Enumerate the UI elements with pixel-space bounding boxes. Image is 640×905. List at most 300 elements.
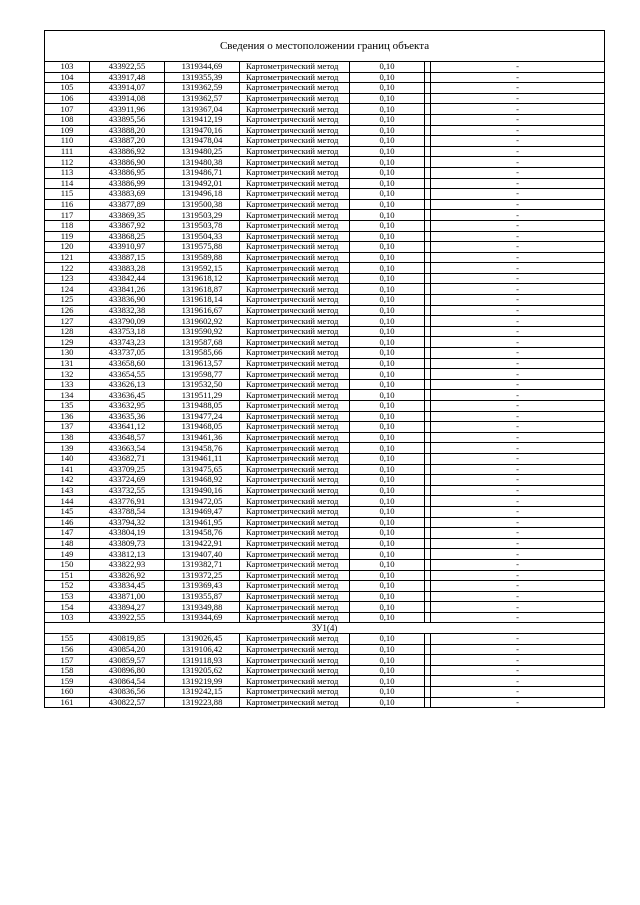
accuracy: 0,10	[350, 443, 425, 454]
table-row	[45, 475, 605, 486]
description: -	[431, 665, 605, 676]
coordinate-x: 433886,95	[90, 167, 165, 178]
method: Картометрический метод	[240, 401, 350, 412]
point-number: 137	[45, 422, 90, 433]
table-row	[45, 104, 605, 115]
accuracy: 0,10	[350, 401, 425, 412]
point-number: 154	[45, 602, 90, 613]
point-number: 153	[45, 591, 90, 602]
point-number: 147	[45, 528, 90, 539]
method: Картометрический метод	[240, 538, 350, 549]
accuracy: 0,10	[350, 263, 425, 274]
method: Картометрический метод	[240, 136, 350, 147]
table-row	[45, 390, 605, 401]
description: -	[431, 284, 605, 295]
coordinate-y: 1319475,65	[165, 464, 240, 475]
coordinate-x: 433867,92	[90, 220, 165, 231]
section-label: ЗУ1(4)	[45, 623, 605, 634]
table-row	[45, 485, 605, 496]
coordinate-y: 1319242,15	[165, 687, 240, 698]
description: -	[431, 136, 605, 147]
method: Картометрический метод	[240, 602, 350, 613]
method: Картометрический метод	[240, 697, 350, 708]
accuracy: 0,10	[350, 242, 425, 253]
coordinate-y: 1319602,92	[165, 316, 240, 327]
table-row	[45, 146, 605, 157]
table-row	[45, 570, 605, 581]
table-row	[45, 358, 605, 369]
coordinate-y: 1319372,25	[165, 570, 240, 581]
table-row	[45, 252, 605, 263]
coordinate-y: 1319382,71	[165, 559, 240, 570]
method: Картометрический метод	[240, 295, 350, 306]
table-row	[45, 665, 605, 676]
point-number: 148	[45, 538, 90, 549]
description: -	[431, 496, 605, 507]
point-number: 109	[45, 125, 90, 136]
description: -	[431, 464, 605, 475]
method: Картометрический метод	[240, 676, 350, 687]
coordinate-x: 433790,09	[90, 316, 165, 327]
coordinate-x: 430864,54	[90, 676, 165, 687]
accuracy: 0,10	[350, 326, 425, 337]
coordinate-x: 433886,92	[90, 146, 165, 157]
point-number: 159	[45, 676, 90, 687]
accuracy: 0,10	[350, 146, 425, 157]
method: Картометрический метод	[240, 687, 350, 698]
accuracy: 0,10	[350, 559, 425, 570]
coordinate-x: 433894,27	[90, 602, 165, 613]
coordinate-y: 1319219,99	[165, 676, 240, 687]
method: Картометрический метод	[240, 316, 350, 327]
accuracy: 0,10	[350, 295, 425, 306]
accuracy: 0,10	[350, 644, 425, 655]
description: -	[431, 422, 605, 433]
coordinate-x: 433895,56	[90, 114, 165, 125]
method: Картометрический метод	[240, 379, 350, 390]
method: Картометрический метод	[240, 453, 350, 464]
description: -	[431, 167, 605, 178]
coordinate-y: 1319407,40	[165, 549, 240, 560]
method: Картометрический метод	[240, 104, 350, 115]
description: -	[431, 591, 605, 602]
table-row	[45, 443, 605, 454]
accuracy: 0,10	[350, 178, 425, 189]
coordinate-x: 433812,13	[90, 549, 165, 560]
accuracy: 0,10	[350, 485, 425, 496]
coordinate-x: 433788,54	[90, 506, 165, 517]
coordinate-x: 430836,56	[90, 687, 165, 698]
accuracy: 0,10	[350, 676, 425, 687]
method: Картометрический метод	[240, 337, 350, 348]
description: -	[431, 104, 605, 115]
coordinate-x: 433826,92	[90, 570, 165, 581]
accuracy: 0,10	[350, 337, 425, 348]
table-row	[45, 231, 605, 242]
method: Картометрический метод	[240, 475, 350, 486]
coordinate-y: 1319488,05	[165, 401, 240, 412]
coordinate-x: 430859,57	[90, 655, 165, 666]
accuracy: 0,10	[350, 506, 425, 517]
coordinate-x: 433914,08	[90, 93, 165, 104]
point-number: 129	[45, 337, 90, 348]
table-row	[45, 687, 605, 698]
coordinate-x: 433626,13	[90, 379, 165, 390]
description: -	[431, 273, 605, 284]
table-row	[45, 72, 605, 83]
method: Картометрический метод	[240, 549, 350, 560]
point-number: 122	[45, 263, 90, 274]
accuracy: 0,10	[350, 348, 425, 359]
coordinate-y: 1319480,38	[165, 157, 240, 168]
coordinate-y: 1319344,69	[165, 612, 240, 623]
coordinate-y: 1319468,05	[165, 422, 240, 433]
accuracy: 0,10	[350, 687, 425, 698]
table-row	[45, 453, 605, 464]
coordinate-y: 1319355,87	[165, 591, 240, 602]
coordinate-y: 1319575,88	[165, 242, 240, 253]
accuracy: 0,10	[350, 252, 425, 263]
accuracy: 0,10	[350, 93, 425, 104]
coordinate-y: 1319503,78	[165, 220, 240, 231]
description: -	[431, 612, 605, 623]
coordinate-x: 433917,48	[90, 72, 165, 83]
accuracy: 0,10	[350, 634, 425, 645]
point-number: 124	[45, 284, 90, 295]
accuracy: 0,10	[350, 517, 425, 528]
table-row	[45, 676, 605, 687]
coordinate-x: 433911,96	[90, 104, 165, 115]
method: Картометрический метод	[240, 348, 350, 359]
point-number: 157	[45, 655, 90, 666]
point-number: 121	[45, 252, 90, 263]
coordinate-y: 1319486,71	[165, 167, 240, 178]
description: -	[431, 326, 605, 337]
point-number: 135	[45, 401, 90, 412]
table-row	[45, 528, 605, 539]
description: -	[431, 178, 605, 189]
method: Картометрический метод	[240, 305, 350, 316]
point-number: 145	[45, 506, 90, 517]
accuracy: 0,10	[350, 697, 425, 708]
coordinate-y: 1319616,67	[165, 305, 240, 316]
table-row	[45, 337, 605, 348]
table-row	[45, 93, 605, 104]
description: -	[431, 125, 605, 136]
description: -	[431, 432, 605, 443]
table-row	[45, 114, 605, 125]
table-row	[45, 591, 605, 602]
table-row	[45, 157, 605, 168]
table-row	[45, 432, 605, 443]
coordinate-x: 433868,25	[90, 231, 165, 242]
method: Картометрический метод	[240, 612, 350, 623]
table-row	[45, 506, 605, 517]
point-number: 117	[45, 210, 90, 221]
method: Картометрический метод	[240, 199, 350, 210]
accuracy: 0,10	[350, 602, 425, 613]
point-number: 127	[45, 316, 90, 327]
point-number: 128	[45, 326, 90, 337]
coordinate-y: 1319496,18	[165, 189, 240, 200]
method: Картометрический метод	[240, 655, 350, 666]
point-number: 133	[45, 379, 90, 390]
description: -	[431, 559, 605, 570]
coordinate-y: 1319422,91	[165, 538, 240, 549]
coordinate-x: 433922,55	[90, 62, 165, 73]
coordinate-y: 1319503,29	[165, 210, 240, 221]
table-row	[45, 422, 605, 433]
method: Картометрический метод	[240, 591, 350, 602]
method: Картометрический метод	[240, 263, 350, 274]
point-number: 151	[45, 570, 90, 581]
description: -	[431, 189, 605, 200]
point-number: 107	[45, 104, 90, 115]
description: -	[431, 316, 605, 327]
method: Картометрический метод	[240, 284, 350, 295]
point-number: 123	[45, 273, 90, 284]
table-row	[45, 559, 605, 570]
accuracy: 0,10	[350, 475, 425, 486]
description: -	[431, 358, 605, 369]
accuracy: 0,10	[350, 665, 425, 676]
method: Картометрический метод	[240, 422, 350, 433]
accuracy: 0,10	[350, 581, 425, 592]
coordinate-y: 1319412,19	[165, 114, 240, 125]
point-number: 106	[45, 93, 90, 104]
point-number: 119	[45, 231, 90, 242]
description: -	[431, 401, 605, 412]
point-number: 149	[45, 549, 90, 560]
method: Картометрический метод	[240, 485, 350, 496]
table-row	[45, 125, 605, 136]
coordinate-y: 1319355,39	[165, 72, 240, 83]
method: Картометрический метод	[240, 146, 350, 157]
method: Картометрический метод	[240, 167, 350, 178]
coordinate-y: 1319590,92	[165, 326, 240, 337]
method: Картометрический метод	[240, 390, 350, 401]
description: -	[431, 83, 605, 94]
coordinate-x: 433871,00	[90, 591, 165, 602]
coordinate-x: 433632,95	[90, 401, 165, 412]
method: Картометрический метод	[240, 252, 350, 263]
description: -	[431, 528, 605, 539]
point-number: 110	[45, 136, 90, 147]
accuracy: 0,10	[350, 496, 425, 507]
description: -	[431, 305, 605, 316]
description: -	[431, 644, 605, 655]
table-row	[45, 210, 605, 221]
coordinate-x: 433914,07	[90, 83, 165, 94]
description: -	[431, 506, 605, 517]
coordinate-y: 1319369,43	[165, 581, 240, 592]
point-number: 126	[45, 305, 90, 316]
accuracy: 0,10	[350, 432, 425, 443]
coordinate-x: 433883,28	[90, 263, 165, 274]
table-row	[45, 348, 605, 359]
table-row	[45, 62, 605, 73]
table-row	[45, 263, 605, 274]
method: Картометрический метод	[240, 93, 350, 104]
accuracy: 0,10	[350, 390, 425, 401]
coordinate-x: 433834,45	[90, 581, 165, 592]
description: -	[431, 337, 605, 348]
accuracy: 0,10	[350, 284, 425, 295]
table-row	[45, 379, 605, 390]
method: Картометрический метод	[240, 220, 350, 231]
coordinate-x: 433887,15	[90, 252, 165, 263]
point-number: 116	[45, 199, 90, 210]
method: Картометрический метод	[240, 528, 350, 539]
method: Картометрический метод	[240, 665, 350, 676]
table-row	[45, 612, 605, 623]
description: -	[431, 146, 605, 157]
point-number: 156	[45, 644, 90, 655]
coordinate-y: 1319511,29	[165, 390, 240, 401]
description: -	[431, 210, 605, 221]
coordinate-x: 433663,54	[90, 443, 165, 454]
method: Картометрический метод	[240, 62, 350, 73]
coordinate-x: 433842,44	[90, 273, 165, 284]
method: Картометрический метод	[240, 464, 350, 475]
accuracy: 0,10	[350, 612, 425, 623]
method: Картометрический метод	[240, 570, 350, 581]
method: Картометрический метод	[240, 157, 350, 168]
method: Картометрический метод	[240, 559, 350, 570]
boundary-table	[44, 30, 605, 708]
point-number: 140	[45, 453, 90, 464]
coordinate-y: 1319587,68	[165, 337, 240, 348]
point-number: 112	[45, 157, 90, 168]
title-row	[45, 31, 605, 62]
table-row	[45, 602, 605, 613]
method: Картометрический метод	[240, 411, 350, 422]
description: -	[431, 72, 605, 83]
table-row	[45, 242, 605, 253]
point-number: 158	[45, 665, 90, 676]
description: -	[431, 475, 605, 486]
table-row	[45, 326, 605, 337]
coordinate-x: 433822,93	[90, 559, 165, 570]
coordinate-y: 1319613,57	[165, 358, 240, 369]
accuracy: 0,10	[350, 189, 425, 200]
coordinate-y: 1319461,36	[165, 432, 240, 443]
description: -	[431, 697, 605, 708]
coordinate-x: 433635,36	[90, 411, 165, 422]
point-number: 108	[45, 114, 90, 125]
accuracy: 0,10	[350, 136, 425, 147]
accuracy: 0,10	[350, 305, 425, 316]
coordinate-y: 1319532,50	[165, 379, 240, 390]
coordinate-y: 1319589,88	[165, 252, 240, 263]
point-number: 125	[45, 295, 90, 306]
coordinate-y: 1319478,04	[165, 136, 240, 147]
method: Картометрический метод	[240, 273, 350, 284]
accuracy: 0,10	[350, 273, 425, 284]
method: Картометрический метод	[240, 189, 350, 200]
method: Картометрический метод	[240, 231, 350, 242]
coordinate-x: 430896,80	[90, 665, 165, 676]
table-row	[45, 189, 605, 200]
point-number: 160	[45, 687, 90, 698]
coordinate-y: 1319477,24	[165, 411, 240, 422]
description: -	[431, 443, 605, 454]
method: Картометрический метод	[240, 517, 350, 528]
point-number: 134	[45, 390, 90, 401]
accuracy: 0,10	[350, 570, 425, 581]
coordinate-x: 433753,18	[90, 326, 165, 337]
coordinate-y: 1319349,88	[165, 602, 240, 613]
accuracy: 0,10	[350, 369, 425, 380]
coordinate-x: 433877,89	[90, 199, 165, 210]
point-number: 120	[45, 242, 90, 253]
table-row	[45, 369, 605, 380]
coordinate-y: 1319106,42	[165, 644, 240, 655]
point-number: 103	[45, 62, 90, 73]
coordinate-y: 1319026,45	[165, 634, 240, 645]
table-row	[45, 655, 605, 666]
coordinate-y: 1319492,01	[165, 178, 240, 189]
description: -	[431, 485, 605, 496]
accuracy: 0,10	[350, 411, 425, 422]
section-header-row	[45, 623, 605, 634]
table-row	[45, 581, 605, 592]
method: Картометрический метод	[240, 72, 350, 83]
table-row	[45, 295, 605, 306]
accuracy: 0,10	[350, 358, 425, 369]
coordinate-x: 433832,38	[90, 305, 165, 316]
coordinate-x: 433887,20	[90, 136, 165, 147]
table-row	[45, 316, 605, 327]
table-row	[45, 199, 605, 210]
coordinate-y: 1319618,12	[165, 273, 240, 284]
description: -	[431, 602, 605, 613]
table-row	[45, 549, 605, 560]
method: Картометрический метод	[240, 634, 350, 645]
method: Картометрический метод	[240, 242, 350, 253]
coordinate-y: 1319118,93	[165, 655, 240, 666]
description: -	[431, 634, 605, 645]
coordinate-y: 1319480,25	[165, 146, 240, 157]
description: -	[431, 390, 605, 401]
method: Картометрический метод	[240, 443, 350, 454]
coordinate-x: 433709,25	[90, 464, 165, 475]
coordinate-x: 433888,20	[90, 125, 165, 136]
coordinate-y: 1319458,76	[165, 443, 240, 454]
accuracy: 0,10	[350, 422, 425, 433]
point-number: 155	[45, 634, 90, 645]
description: -	[431, 549, 605, 560]
accuracy: 0,10	[350, 379, 425, 390]
description: -	[431, 687, 605, 698]
table-row	[45, 697, 605, 708]
accuracy: 0,10	[350, 62, 425, 73]
coordinate-y: 1319362,57	[165, 93, 240, 104]
description: -	[431, 453, 605, 464]
coordinate-y: 1319592,15	[165, 263, 240, 274]
point-number: 146	[45, 517, 90, 528]
description: -	[431, 570, 605, 581]
description: -	[431, 263, 605, 274]
coordinate-y: 1319490,16	[165, 485, 240, 496]
method: Картометрический метод	[240, 114, 350, 125]
description: -	[431, 379, 605, 390]
accuracy: 0,10	[350, 453, 425, 464]
point-number: 105	[45, 83, 90, 94]
description: -	[431, 242, 605, 253]
coordinate-x: 433682,71	[90, 453, 165, 464]
coordinate-x: 433654,55	[90, 369, 165, 380]
